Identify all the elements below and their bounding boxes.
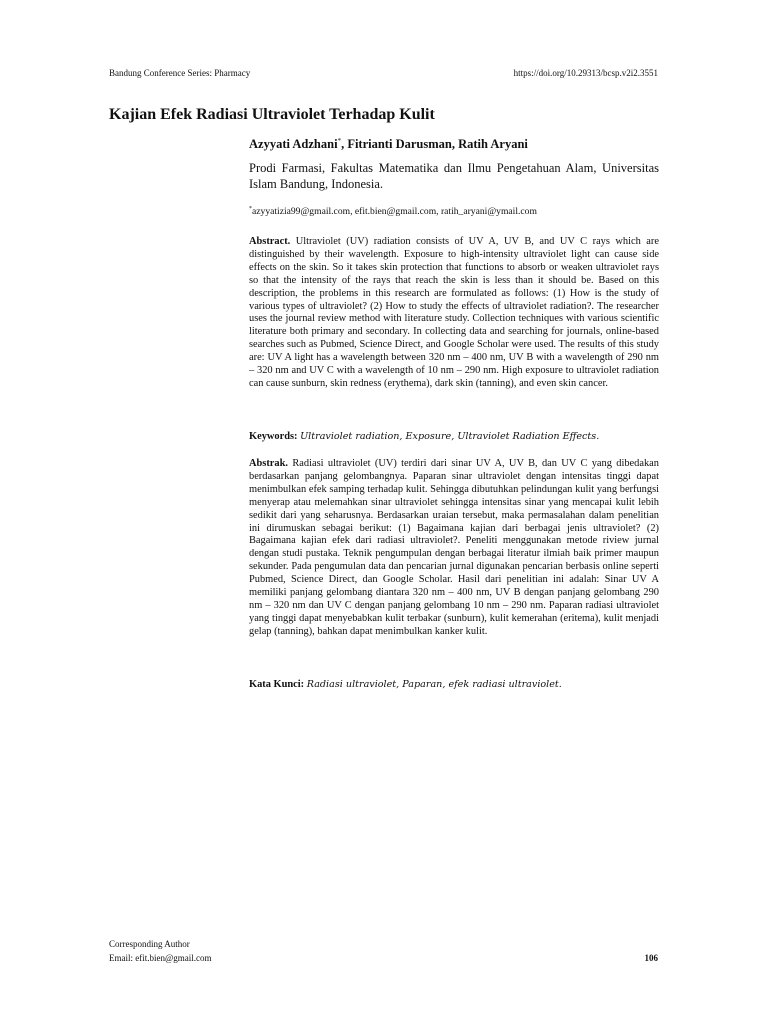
corresponding-marker: * xyxy=(337,137,342,145)
keywords-indonesian xyxy=(249,678,659,691)
keywords-label: Keywords: xyxy=(249,431,298,442)
abstract-english xyxy=(249,236,659,391)
abstract-text: Ultraviolet (UV) radiation consists of UV A, UV B, and UV C rays which are distinguished by their wavelength. Exposure to high-intensity ultraviolet light can cause side effects on the skin. So it takes skin protection that functions to absorb or weaken ultraviolet rays so that the intensity of the rays that reach the skin is less than it should be. Based on this description, the problems in this research are formulated as follows: (1) How is the study of various types of ultraviolet? (2) How to study the effects of ultraviolet radiation?. The researcher uses the journal review method with literature study. Collection techniques with various scientific literature both primary and secondary. In collecting data and searching for journals, online-based searches such as Pubmed, Science Direct, and Google Scholar were used. The results of this study are: UV A light has a wavelength between 320 nm – 400 nm, UV B with a wavelength of 290 nm – 320 nm and UV C with a wavelength of 10 nm – 290 nm. High exposure to ultraviolet radiation can cause sunburn, skin redness (erythema), dark skin (tanning), and even skin cancer. xyxy=(249,236,659,389)
journal-name: Bandung Conference Series: Pharmacy xyxy=(109,68,251,78)
email-marker: * xyxy=(249,206,252,212)
paper-title: Kajian Efek Radiasi Ultraviolet Terhadap Kulit xyxy=(109,106,435,123)
author-list xyxy=(249,137,659,152)
corresponding-author-label: Corresponding Author xyxy=(109,939,190,949)
author-first: Azyyati Adzhani xyxy=(249,137,338,152)
abstrak-text: Radiasi ultraviolet (UV) terdiri dari sinar UV A, UV B, dan UV C yang dibedakan berdasarkan panjang gelombangnya. Paparan sinar ultraviolet dengan intensitas tinggi dapat menimbulkan efek samping terhadap kulit. Sehingga dibutuhkan pelindungan kulit yang berfungsi menyerap atau melemahkan sinar ultraviolet sehingga intensitas sinar yang mencapai kulit lebih sedikit dari yang seharusnya. Berdasarkan uraian tersebut, maka permasalahan dalam penelitian ini dirumuskan sebagai berikut: (1) Bagaimana kajian dari berbagai jenis ultraviolet? (2) Bagaimana kajian efek dari radiasi ultraviolet?. Peneliti menggunakan metode riview jurnal dengan studi pustaka. Teknik pengumpulan dengan berbagai literatur ilmiah baik primer maupun sekunder. Pada pengumulan data dan pencarian jurnal digunakan pencarian berbasis online seperti Pubmed, Science Direct, dan Google Scholar. Hasil dari penelitian ini adalah: Sinar UV A memiliki panjang gelombang diantara 320 nm – 400 nm, UV B dengan panjang gelombang 290 nm – 320 nm dan UV C dengan panjang gelombang 10 nm – 290 nm. Paparan radiasi ultraviolet yang tinggi dapat menyebabkan kulit terbakar (sunburn), kulit kemerahan (eritema), kulit menjadi gelap (tanning), bahkan dapat menimbulkan kanker kulit. xyxy=(249,458,659,637)
abstract-indonesian xyxy=(249,458,659,639)
keywords-text: Ultraviolet radiation, Exposure, Ultraviolet Radiation Effects. xyxy=(300,431,600,442)
author-emails xyxy=(249,206,659,217)
abstrak-label: Abstrak. xyxy=(249,458,288,469)
affiliation: Prodi Farmasi, Fakultas Matematika dan Ilmu Pengetahuan Alam, Universitas Islam Bandung, Indonesia. xyxy=(249,161,659,191)
kata-kunci-label: Kata Kunci: xyxy=(249,679,305,690)
keywords-english xyxy=(249,430,659,443)
doi-link[interactable]: https://doi.org/10.29313/bcsp.v2i2.3551 xyxy=(513,68,658,78)
abstract-label: Abstract. xyxy=(249,236,291,247)
page-number: 106 xyxy=(644,953,658,963)
corresponding-email: Email: efit.bien@gmail.com xyxy=(109,953,212,963)
email-list: azyyatizia99@gmail.com, efit.bien@gmail.com, ratih_aryani@ymail.com xyxy=(252,206,537,218)
kata-kunci-text: Radiasi ultraviolet, Paparan, efek radiasi ultraviolet. xyxy=(306,679,562,690)
author-rest: , Fitrianti Darusman, Ratih Aryani xyxy=(341,137,528,152)
